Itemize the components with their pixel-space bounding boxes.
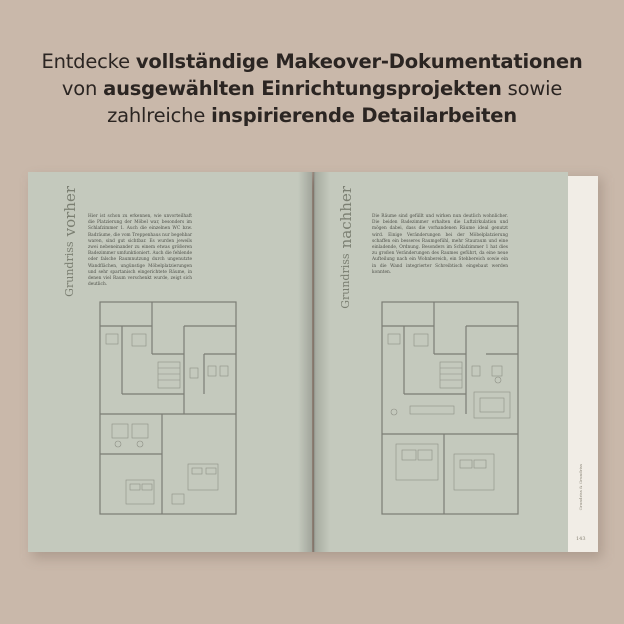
headline-line-3: zahlreiche inspirierende Detailarbeiten — [107, 104, 517, 127]
left-page-paragraph: Hier ist schon zu erkennen, wie unvorteilhaft die Platzierung der Möbel war, besonders im Schlafzimmer 1. Auch die einzelnen WC bzw. Badräume, die vom Treppenhaus nur begehbar waren, sind gut sichtbar. Es wurden jeweils zwei nebeneinander zu einem etwas größeren Badezimmer umfunktioniert. Auch die fehlende oder falsche Raumnutzung durch ungenutzte Wandflächen, ungünstige Möbelplatzierungen und sehr spartanisch eingerichtete Räume, in denen viel Raum verschenkt wurde, zeigt sich deutlich. — [88, 214, 192, 288]
left-page — [28, 172, 312, 552]
floor-plan-before — [92, 294, 244, 522]
floor-plan-after — [374, 294, 526, 522]
right-page-margin-strip — [568, 176, 598, 552]
left-page-title: Grundriss vorher — [61, 186, 79, 297]
open-book — [28, 172, 598, 554]
right-page-paragraph: Die Räume sind gefüllt und wirken nun deutlich wohnlicher. Die beiden Badezimmer erhalten die Luftzirkulation und mögen dabei, dass die vorhandenen Räume ideal genutzt wird. Einige Veränderungen bei der Möbelplatzierung schaffen ein besseres Raumgefühl, mehr Stauraum und eine einladende, Ordnung. Besonders im Schlafzimmer 1 hat dies zu großen Veränderungen des Raumes geführt, da eine neue Aufteilung nach ein Wohnbereich, ein Stehbereich sowie ein in die Wand integrierter Schreibtisch eingebaut werden konnten. — [372, 214, 508, 275]
headline-line-2: von ausgewählten Einrichtungsprojekten sowie — [61, 77, 563, 100]
right-page — [314, 172, 568, 552]
right-page-title: Grundriss nachher — [337, 186, 355, 309]
headline-line-1: Entdecke vollständige Makeover-Dokumentationen — [41, 50, 583, 73]
running-footer: Grundriss & Grundriss — [578, 464, 583, 511]
page-number: 143 — [576, 536, 586, 542]
promo-headline — [0, 48, 624, 129]
book-gutter — [298, 172, 330, 552]
